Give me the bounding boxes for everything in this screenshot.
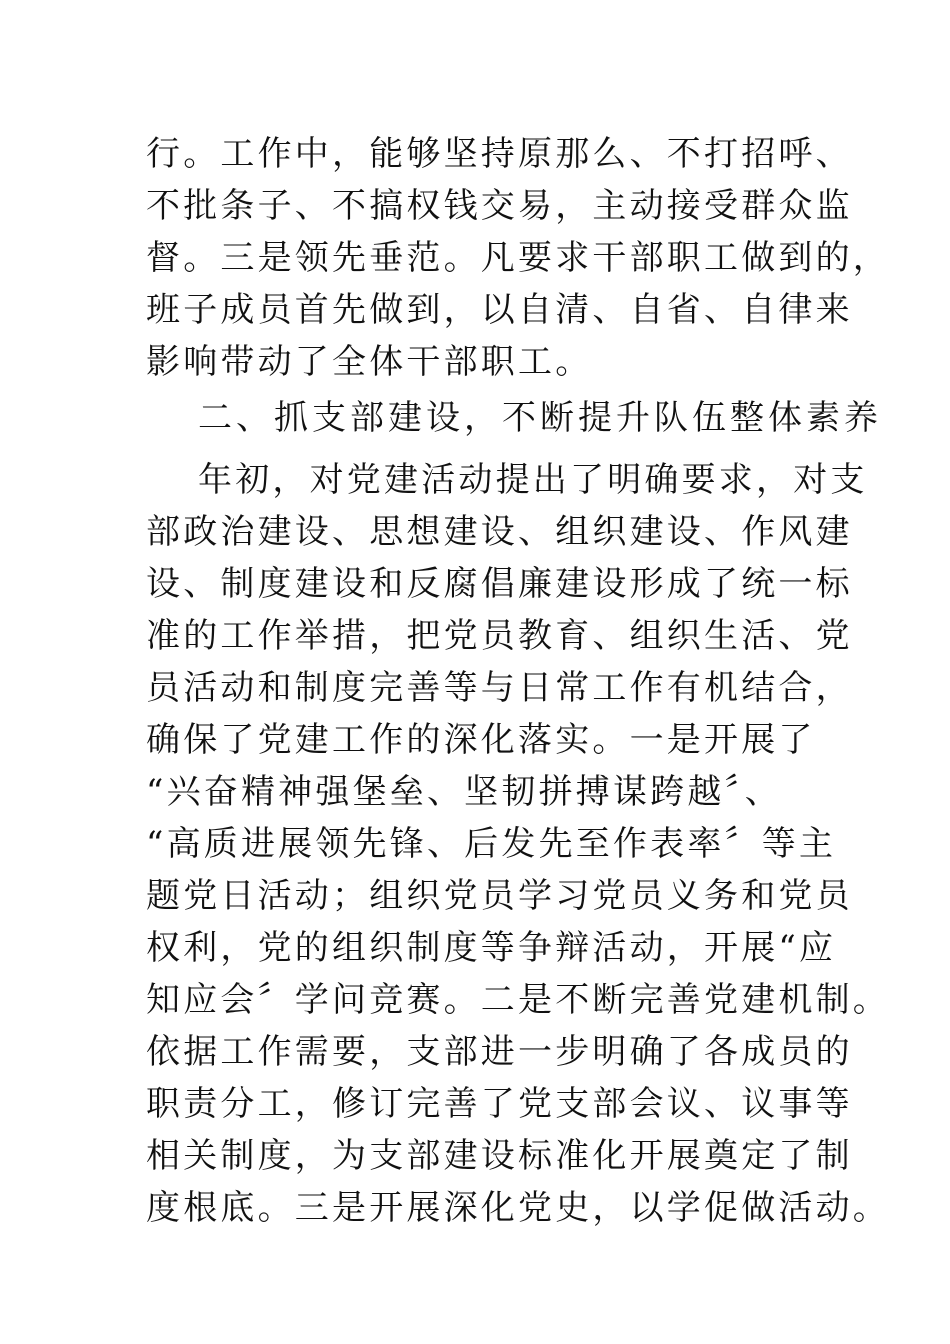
- paragraph-line: 依据工作需要，支部进一步明确了各成员的: [146, 1032, 853, 1072]
- paragraph-line: “高质进展领先锋、后发先至作表率〞等主: [146, 824, 837, 864]
- paragraph-line: 权利，党的组织制度等争辩活动，开展“应: [146, 928, 837, 968]
- paragraph-line: 度根底。三是开展深化党史，以学促做活动。: [146, 1188, 890, 1228]
- paragraph-line: 影响带动了全体干部职工。: [146, 342, 593, 382]
- section-heading: 二、抓支部建设，不断提升队伍整体素养: [198, 398, 882, 438]
- paragraph-line: 准的工作举措，把党员教育、组织生活、党: [146, 616, 853, 656]
- paragraph-line: 部政治建设、思想建设、组织建设、作风建: [146, 512, 853, 552]
- paragraph-line: 行。工作中，能够坚持原那么、不打招呼、: [146, 134, 853, 174]
- paragraph-line: 题党日活动；组织党员学习党员义务和党员: [146, 876, 853, 916]
- paragraph-line: 知应会〞学问竞赛。二是不断完善党建机制。: [146, 980, 890, 1020]
- paragraph-line: 相关制度，为支部建设标准化开展奠定了制: [146, 1136, 853, 1176]
- paragraph-line: 员活动和制度完善等与日常工作有机结合，: [146, 668, 853, 708]
- paragraph-line: 职责分工，修订完善了党支部会议、议事等: [146, 1084, 853, 1124]
- paragraph-line: “兴奋精神强堡垒、坚韧拼搏谋跨越〞、: [146, 772, 782, 812]
- paragraph-line: 班子成员首先做到，以自清、自省、自律来: [146, 290, 853, 330]
- paragraph-line: 不批条子、不搞权钱交易，主动接受群众监: [146, 186, 853, 226]
- paragraph-line: 设、制度建设和反腐倡廉建设形成了统一标: [146, 564, 853, 604]
- paragraph-line: 确保了党建工作的深化落实。一是开展了: [146, 720, 816, 760]
- paragraph-line: 督。三是领先垂范。凡要求干部职工做到的，: [146, 238, 890, 278]
- paragraph-line: 年初，对党建活动提出了明确要求，对支: [198, 460, 868, 500]
